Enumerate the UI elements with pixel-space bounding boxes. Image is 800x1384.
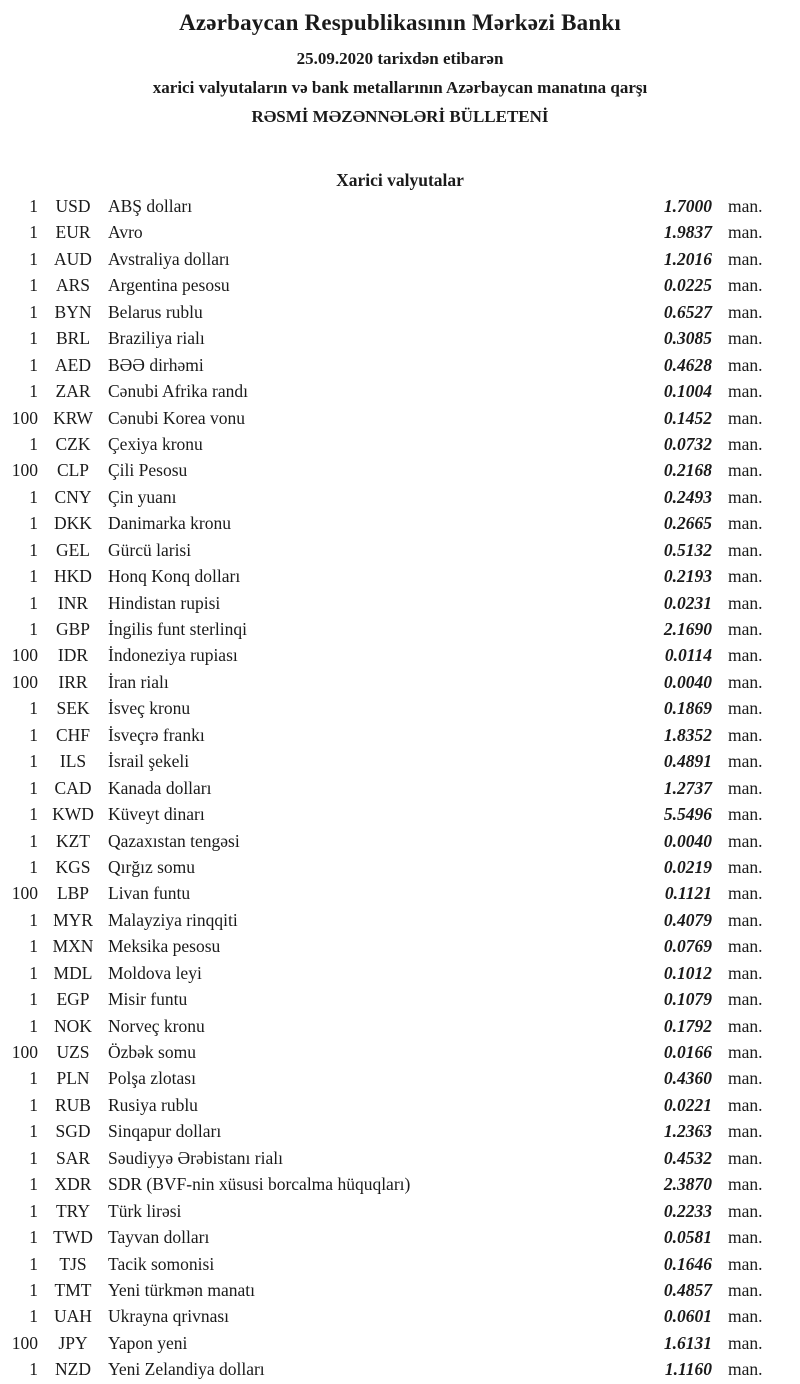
row-currency-code: ARS xyxy=(55,275,91,296)
table-row xyxy=(0,933,800,959)
row-currency-code: TMT xyxy=(54,1279,92,1300)
row-rate-value: 0.1869 xyxy=(663,698,712,719)
row-unit-label: man. xyxy=(728,751,763,772)
row-quantity: 1 xyxy=(29,698,38,719)
table-row xyxy=(0,1039,800,1065)
row-rate-value: 1.2737 xyxy=(663,777,712,798)
row-currency-code: KRW xyxy=(53,407,93,428)
row-currency-name: Çili Pesosu xyxy=(108,460,188,481)
row-currency-name: Meksika pesosu xyxy=(108,936,221,957)
row-unit-label: man. xyxy=(728,830,763,851)
row-rate-value: 0.0769 xyxy=(663,936,712,957)
row-rate-value: 0.0040 xyxy=(663,671,712,692)
row-rate-value: 1.6131 xyxy=(663,1332,712,1353)
row-currency-code: JPY xyxy=(58,1332,88,1353)
row-quantity: 1 xyxy=(29,962,38,983)
row-currency-code: SAR xyxy=(55,1147,91,1168)
table-row xyxy=(0,880,800,906)
row-quantity: 1 xyxy=(29,777,38,798)
row-currency-code: EUR xyxy=(55,222,91,243)
row-quantity: 100 xyxy=(11,1332,38,1353)
row-rate-value: 0.5132 xyxy=(663,539,712,560)
row-currency-name: Tacik somonisi xyxy=(108,1253,215,1274)
row-currency-name: Avstraliya dolları xyxy=(108,248,230,269)
row-currency-code: MYR xyxy=(53,909,93,930)
table-row xyxy=(0,828,800,854)
table-row xyxy=(0,1013,800,1039)
row-quantity: 100 xyxy=(11,407,38,428)
effective-date-line: 25.09.2020 tarixdən etibarən xyxy=(296,49,504,68)
row-currency-name: Norveç kronu xyxy=(108,1015,205,1036)
row-quantity: 1 xyxy=(29,1121,38,1142)
row-currency-name: Honq Konq dolları xyxy=(108,566,241,587)
row-currency-name: İran rialı xyxy=(108,671,169,692)
row-quantity: 1 xyxy=(29,222,38,243)
row-currency-code: EGP xyxy=(56,989,90,1010)
row-currency-name: İngilis funt sterlinqi xyxy=(108,619,248,639)
table-row xyxy=(0,616,800,642)
row-currency-code: NZD xyxy=(55,1359,91,1380)
row-currency-name: İsveçrə frankı xyxy=(108,724,205,745)
row-quantity: 1 xyxy=(29,301,38,322)
row-rate-value: 1.2016 xyxy=(663,248,712,269)
table-row xyxy=(0,801,800,827)
row-currency-code: CHF xyxy=(55,724,91,745)
row-rate-value: 1.8352 xyxy=(663,724,712,745)
bank-title: Azərbaycan Respublikasının Mərkəzi Bankı xyxy=(179,10,621,35)
table-row xyxy=(0,325,800,351)
row-unit-label: man. xyxy=(728,301,763,322)
row-quantity: 1 xyxy=(29,513,38,534)
row-rate-value: 0.1012 xyxy=(663,962,712,983)
row-rate-value: 1.9837 xyxy=(663,222,712,243)
row-currency-name: Cənubi Afrika randı xyxy=(108,381,248,402)
row-currency-code: GBP xyxy=(55,619,91,639)
row-quantity: 1 xyxy=(29,433,38,454)
table-row xyxy=(0,854,800,880)
row-quantity: 1 xyxy=(29,328,38,349)
row-rate-value: 0.4360 xyxy=(663,1068,712,1089)
row-currency-name: Tayvan dolları xyxy=(108,1227,210,1248)
row-currency-code: TWD xyxy=(53,1227,93,1248)
row-unit-label: man. xyxy=(728,539,763,560)
row-currency-name: Çexiya kronu xyxy=(108,433,203,454)
row-unit-label: man. xyxy=(728,381,763,402)
row-currency-code: ZAR xyxy=(55,381,91,402)
row-rate-value: 0.1452 xyxy=(663,407,712,428)
row-currency-code: TRY xyxy=(55,1200,91,1221)
row-quantity: 1 xyxy=(29,1094,38,1115)
row-unit-label: man. xyxy=(728,724,763,745)
row-unit-label: man. xyxy=(728,1068,763,1089)
table-row xyxy=(0,748,800,774)
row-rate-value: 0.2193 xyxy=(663,566,712,587)
row-rate-value: 0.0166 xyxy=(663,1042,712,1062)
row-currency-name: Rusiya rublu xyxy=(108,1094,198,1115)
table-row xyxy=(0,642,800,668)
row-quantity: 1 xyxy=(29,1147,38,1168)
row-currency-name: Avro xyxy=(108,222,143,243)
row-currency-name: Braziliya rialı xyxy=(108,328,205,349)
row-unit-label: man. xyxy=(728,698,763,719)
row-currency-name: SDR (BVF-nin xüsusi borcalma hüquqları) xyxy=(108,1174,411,1195)
row-currency-code: TJS xyxy=(59,1253,87,1274)
row-quantity: 1 xyxy=(29,856,38,877)
row-unit-label: man. xyxy=(728,248,763,269)
table-row xyxy=(0,1330,800,1356)
row-rate-value: 1.7000 xyxy=(663,196,712,216)
row-currency-name: Gürcü larisi xyxy=(108,539,192,560)
row-quantity: 1 xyxy=(29,381,38,402)
row-currency-code: XDR xyxy=(54,1174,92,1195)
row-rate-value: 1.1160 xyxy=(664,1359,712,1380)
row-currency-name: Ukrayna qrivnası xyxy=(108,1306,230,1327)
row-currency-code: AUD xyxy=(54,248,92,269)
table-row xyxy=(0,219,800,245)
row-unit-label: man. xyxy=(728,1332,763,1353)
row-currency-code: SGD xyxy=(55,1121,91,1142)
row-unit-label: man. xyxy=(728,1306,763,1327)
bulletin-subtitle: xarici valyutaların və bank metallarının Azərbaycan manatına qarşı xyxy=(152,78,648,97)
row-unit-label: man. xyxy=(728,1094,763,1115)
row-rate-value: 0.2665 xyxy=(663,513,712,534)
row-rate-value: 0.0732 xyxy=(663,433,712,454)
row-quantity: 1 xyxy=(29,539,38,560)
table-row xyxy=(0,272,800,298)
row-currency-code: MDL xyxy=(53,962,93,983)
row-currency-code: CNY xyxy=(54,486,92,507)
row-currency-code: KGS xyxy=(55,856,91,877)
row-unit-label: man. xyxy=(728,222,763,243)
row-rate-value: 0.4628 xyxy=(663,354,712,375)
table-row xyxy=(0,193,800,219)
row-currency-name: Moldova leyi xyxy=(108,962,202,983)
row-currency-code: HKD xyxy=(54,566,92,587)
row-currency-code: KWD xyxy=(52,804,94,825)
row-currency-name: Yapon yeni xyxy=(108,1332,188,1353)
row-rate-value: 2.1690 xyxy=(663,619,712,639)
row-rate-value: 0.4857 xyxy=(663,1279,712,1300)
table-row xyxy=(0,590,800,616)
table-row xyxy=(0,775,800,801)
table-row xyxy=(0,1171,800,1197)
row-quantity: 1 xyxy=(29,275,38,296)
row-unit-label: man. xyxy=(728,407,763,428)
row-rate-value: 2.3870 xyxy=(663,1174,712,1195)
row-currency-name: Küveyt dinarı xyxy=(108,804,205,825)
row-quantity: 100 xyxy=(11,671,38,692)
row-rate-value: 0.2168 xyxy=(663,460,712,481)
section-title: Xarici valyutalar xyxy=(336,170,464,190)
row-unit-label: man. xyxy=(728,1015,763,1036)
row-currency-name: Belarus rublu xyxy=(108,301,203,322)
table-row xyxy=(0,695,800,721)
row-currency-name: Cənubi Korea vonu xyxy=(108,407,246,428)
row-unit-label: man. xyxy=(728,962,763,983)
row-currency-name: Livan funtu xyxy=(108,883,191,904)
row-rate-value: 0.1004 xyxy=(663,381,712,402)
row-unit-label: man. xyxy=(728,989,763,1010)
row-quantity: 1 xyxy=(29,619,38,639)
row-quantity: 1 xyxy=(29,486,38,507)
table-row xyxy=(0,1303,800,1329)
table-row xyxy=(0,1277,800,1303)
table-row xyxy=(0,484,800,510)
row-quantity: 1 xyxy=(29,1359,38,1380)
row-unit-label: man. xyxy=(728,460,763,481)
row-unit-label: man. xyxy=(728,1147,763,1168)
row-quantity: 1 xyxy=(29,196,38,216)
row-rate-value: 0.0219 xyxy=(663,856,712,877)
table-row xyxy=(0,907,800,933)
row-currency-code: INR xyxy=(57,592,89,613)
row-quantity: 1 xyxy=(29,248,38,269)
row-rate-value: 0.1079 xyxy=(663,989,712,1010)
row-currency-name: İndoneziya rupiası xyxy=(108,645,238,666)
table-row xyxy=(0,722,800,748)
row-rate-value: 0.6527 xyxy=(663,301,712,322)
row-unit-label: man. xyxy=(728,275,763,296)
row-currency-name: Sinqapur dolları xyxy=(108,1121,222,1142)
table-row xyxy=(0,1356,800,1382)
row-currency-code: UZS xyxy=(56,1042,90,1062)
row-currency-name: Malayziya rinqqiti xyxy=(108,909,238,930)
table-row xyxy=(0,986,800,1012)
row-unit-label: man. xyxy=(728,196,763,216)
row-rate-value: 0.4891 xyxy=(663,751,712,772)
table-row xyxy=(0,563,800,589)
row-quantity: 1 xyxy=(29,989,38,1010)
row-unit-label: man. xyxy=(728,1121,763,1142)
row-currency-code: LBP xyxy=(56,883,90,904)
row-quantity: 100 xyxy=(11,460,38,481)
row-quantity: 1 xyxy=(29,724,38,745)
row-quantity: 100 xyxy=(11,645,38,666)
table-row xyxy=(0,1145,800,1171)
row-rate-value: 0.4532 xyxy=(663,1147,712,1168)
row-currency-code: IRR xyxy=(58,671,88,692)
row-rate-value: 0.0601 xyxy=(663,1306,712,1327)
table-row xyxy=(0,405,800,431)
row-currency-name: Polşa zlotası xyxy=(108,1068,196,1089)
row-quantity: 1 xyxy=(29,909,38,930)
row-unit-label: man. xyxy=(728,883,763,904)
table-row xyxy=(0,960,800,986)
row-unit-label: man. xyxy=(728,645,763,666)
row-rate-value: 0.0114 xyxy=(664,645,712,666)
row-unit-label: man. xyxy=(728,354,763,375)
row-rate-value: 0.0231 xyxy=(663,592,712,613)
row-currency-code: ILS xyxy=(59,751,87,772)
row-currency-code: BRL xyxy=(55,328,91,349)
row-quantity: 1 xyxy=(29,1279,38,1300)
row-quantity: 1 xyxy=(29,1174,38,1195)
row-currency-code: CZK xyxy=(55,433,91,454)
table-row xyxy=(0,299,800,325)
table-row xyxy=(0,1118,800,1144)
row-currency-name: İsveç kronu xyxy=(108,698,191,719)
row-unit-label: man. xyxy=(728,909,763,930)
row-quantity: 1 xyxy=(29,804,38,825)
row-currency-name: Argentina pesosu xyxy=(108,275,230,296)
row-unit-label: man. xyxy=(728,856,763,877)
table-row xyxy=(0,431,800,457)
row-quantity: 1 xyxy=(29,830,38,851)
row-unit-label: man. xyxy=(728,486,763,507)
table-row xyxy=(0,1224,800,1250)
row-unit-label: man. xyxy=(728,1042,763,1062)
row-unit-label: man. xyxy=(728,1174,763,1195)
table-row xyxy=(0,246,800,272)
row-currency-name: Danimarka kronu xyxy=(108,513,231,534)
table-row xyxy=(0,1198,800,1224)
row-currency-code: PLN xyxy=(56,1068,90,1089)
table-row xyxy=(0,352,800,378)
row-currency-name: Yeni türkmən manatı xyxy=(108,1279,255,1300)
row-rate-value: 0.0040 xyxy=(663,830,712,851)
table-row xyxy=(0,1065,800,1091)
row-currency-name: Türk lirəsi xyxy=(108,1200,182,1221)
row-unit-label: man. xyxy=(728,804,763,825)
row-currency-name: Qazaxıstan tengəsi xyxy=(108,830,240,851)
row-currency-name: Kanada dolları xyxy=(108,777,212,798)
row-currency-code: KZT xyxy=(55,830,91,851)
row-quantity: 1 xyxy=(29,592,38,613)
row-unit-label: man. xyxy=(728,671,763,692)
row-unit-label: man. xyxy=(728,433,763,454)
row-currency-name: BƏƏ dirhəmi xyxy=(108,354,204,375)
bulletin-header xyxy=(0,8,800,131)
row-currency-code: DKK xyxy=(54,513,92,534)
row-unit-label: man. xyxy=(728,1279,763,1300)
bulletin-title-line: RƏSMİ MƏZƏNNƏLƏRİ BÜLLETENİ xyxy=(251,107,549,126)
table-row xyxy=(0,378,800,404)
row-currency-code: CLP xyxy=(56,460,90,481)
row-rate-value: 0.1646 xyxy=(663,1253,712,1274)
row-rate-value: 0.1121 xyxy=(664,883,712,904)
row-currency-code: UAH xyxy=(54,1306,92,1327)
row-unit-label: man. xyxy=(728,1227,763,1248)
row-quantity: 1 xyxy=(29,1068,38,1089)
row-quantity: 1 xyxy=(29,936,38,957)
row-unit-label: man. xyxy=(728,513,763,534)
row-currency-name: Hindistan rupisi xyxy=(108,592,221,613)
row-unit-label: man. xyxy=(728,1200,763,1221)
row-currency-name: Qırğız somu xyxy=(108,856,196,877)
row-rate-value: 0.0581 xyxy=(663,1227,712,1248)
currency-table xyxy=(0,193,800,1383)
table-row xyxy=(0,510,800,536)
row-currency-name: Yeni Zelandiya dolları xyxy=(108,1359,265,1380)
row-unit-label: man. xyxy=(728,777,763,798)
row-quantity: 1 xyxy=(29,1306,38,1327)
row-currency-name: ABŞ dolları xyxy=(108,196,193,216)
row-rate-value: 0.0221 xyxy=(663,1094,712,1115)
row-quantity: 1 xyxy=(29,566,38,587)
row-quantity: 100 xyxy=(11,1042,38,1062)
row-currency-code: USD xyxy=(55,196,91,216)
row-quantity: 1 xyxy=(29,751,38,772)
row-currency-code: AED xyxy=(55,354,91,375)
row-quantity: 1 xyxy=(29,1200,38,1221)
row-unit-label: man. xyxy=(728,1359,763,1380)
table-row xyxy=(0,669,800,695)
table-row xyxy=(0,1251,800,1277)
table-row xyxy=(0,1092,800,1118)
row-currency-code: SEK xyxy=(56,698,90,719)
row-currency-name: Özbək somu xyxy=(108,1042,196,1062)
row-currency-code: IDR xyxy=(57,645,89,666)
row-currency-name: İsrail şekeli xyxy=(108,751,190,772)
row-unit-label: man. xyxy=(728,592,763,613)
row-quantity: 100 xyxy=(11,883,38,904)
row-quantity: 1 xyxy=(29,354,38,375)
row-unit-label: man. xyxy=(728,936,763,957)
row-currency-code: RUB xyxy=(55,1094,91,1115)
row-currency-code: GEL xyxy=(55,539,91,560)
row-quantity: 1 xyxy=(29,1015,38,1036)
row-currency-name: Səudiyyə Ərəbistanı rialı xyxy=(108,1147,283,1168)
row-rate-value: 0.2233 xyxy=(663,1200,712,1221)
row-rate-value: 0.4079 xyxy=(663,909,712,930)
row-rate-value: 0.3085 xyxy=(663,328,712,349)
row-rate-value: 0.1792 xyxy=(663,1015,712,1036)
row-quantity: 1 xyxy=(29,1253,38,1274)
row-quantity: 1 xyxy=(29,1227,38,1248)
row-unit-label: man. xyxy=(728,1253,763,1274)
table-row xyxy=(0,457,800,483)
table-row xyxy=(0,537,800,563)
row-currency-code: NOK xyxy=(54,1015,92,1036)
row-unit-label: man. xyxy=(728,566,763,587)
row-currency-code: BYN xyxy=(54,301,92,322)
row-currency-code: MXN xyxy=(52,936,94,957)
row-unit-label: man. xyxy=(728,328,763,349)
row-rate-value: 1.2363 xyxy=(663,1121,712,1142)
row-unit-label: man. xyxy=(728,619,763,639)
row-rate-value: 0.0225 xyxy=(663,275,712,296)
row-currency-name: Misir funtu xyxy=(108,989,188,1010)
row-currency-name: Çin yuanı xyxy=(108,486,177,507)
row-rate-value: 0.2493 xyxy=(663,486,712,507)
row-rate-value: 5.5496 xyxy=(663,804,712,825)
row-currency-code: CAD xyxy=(54,777,92,798)
